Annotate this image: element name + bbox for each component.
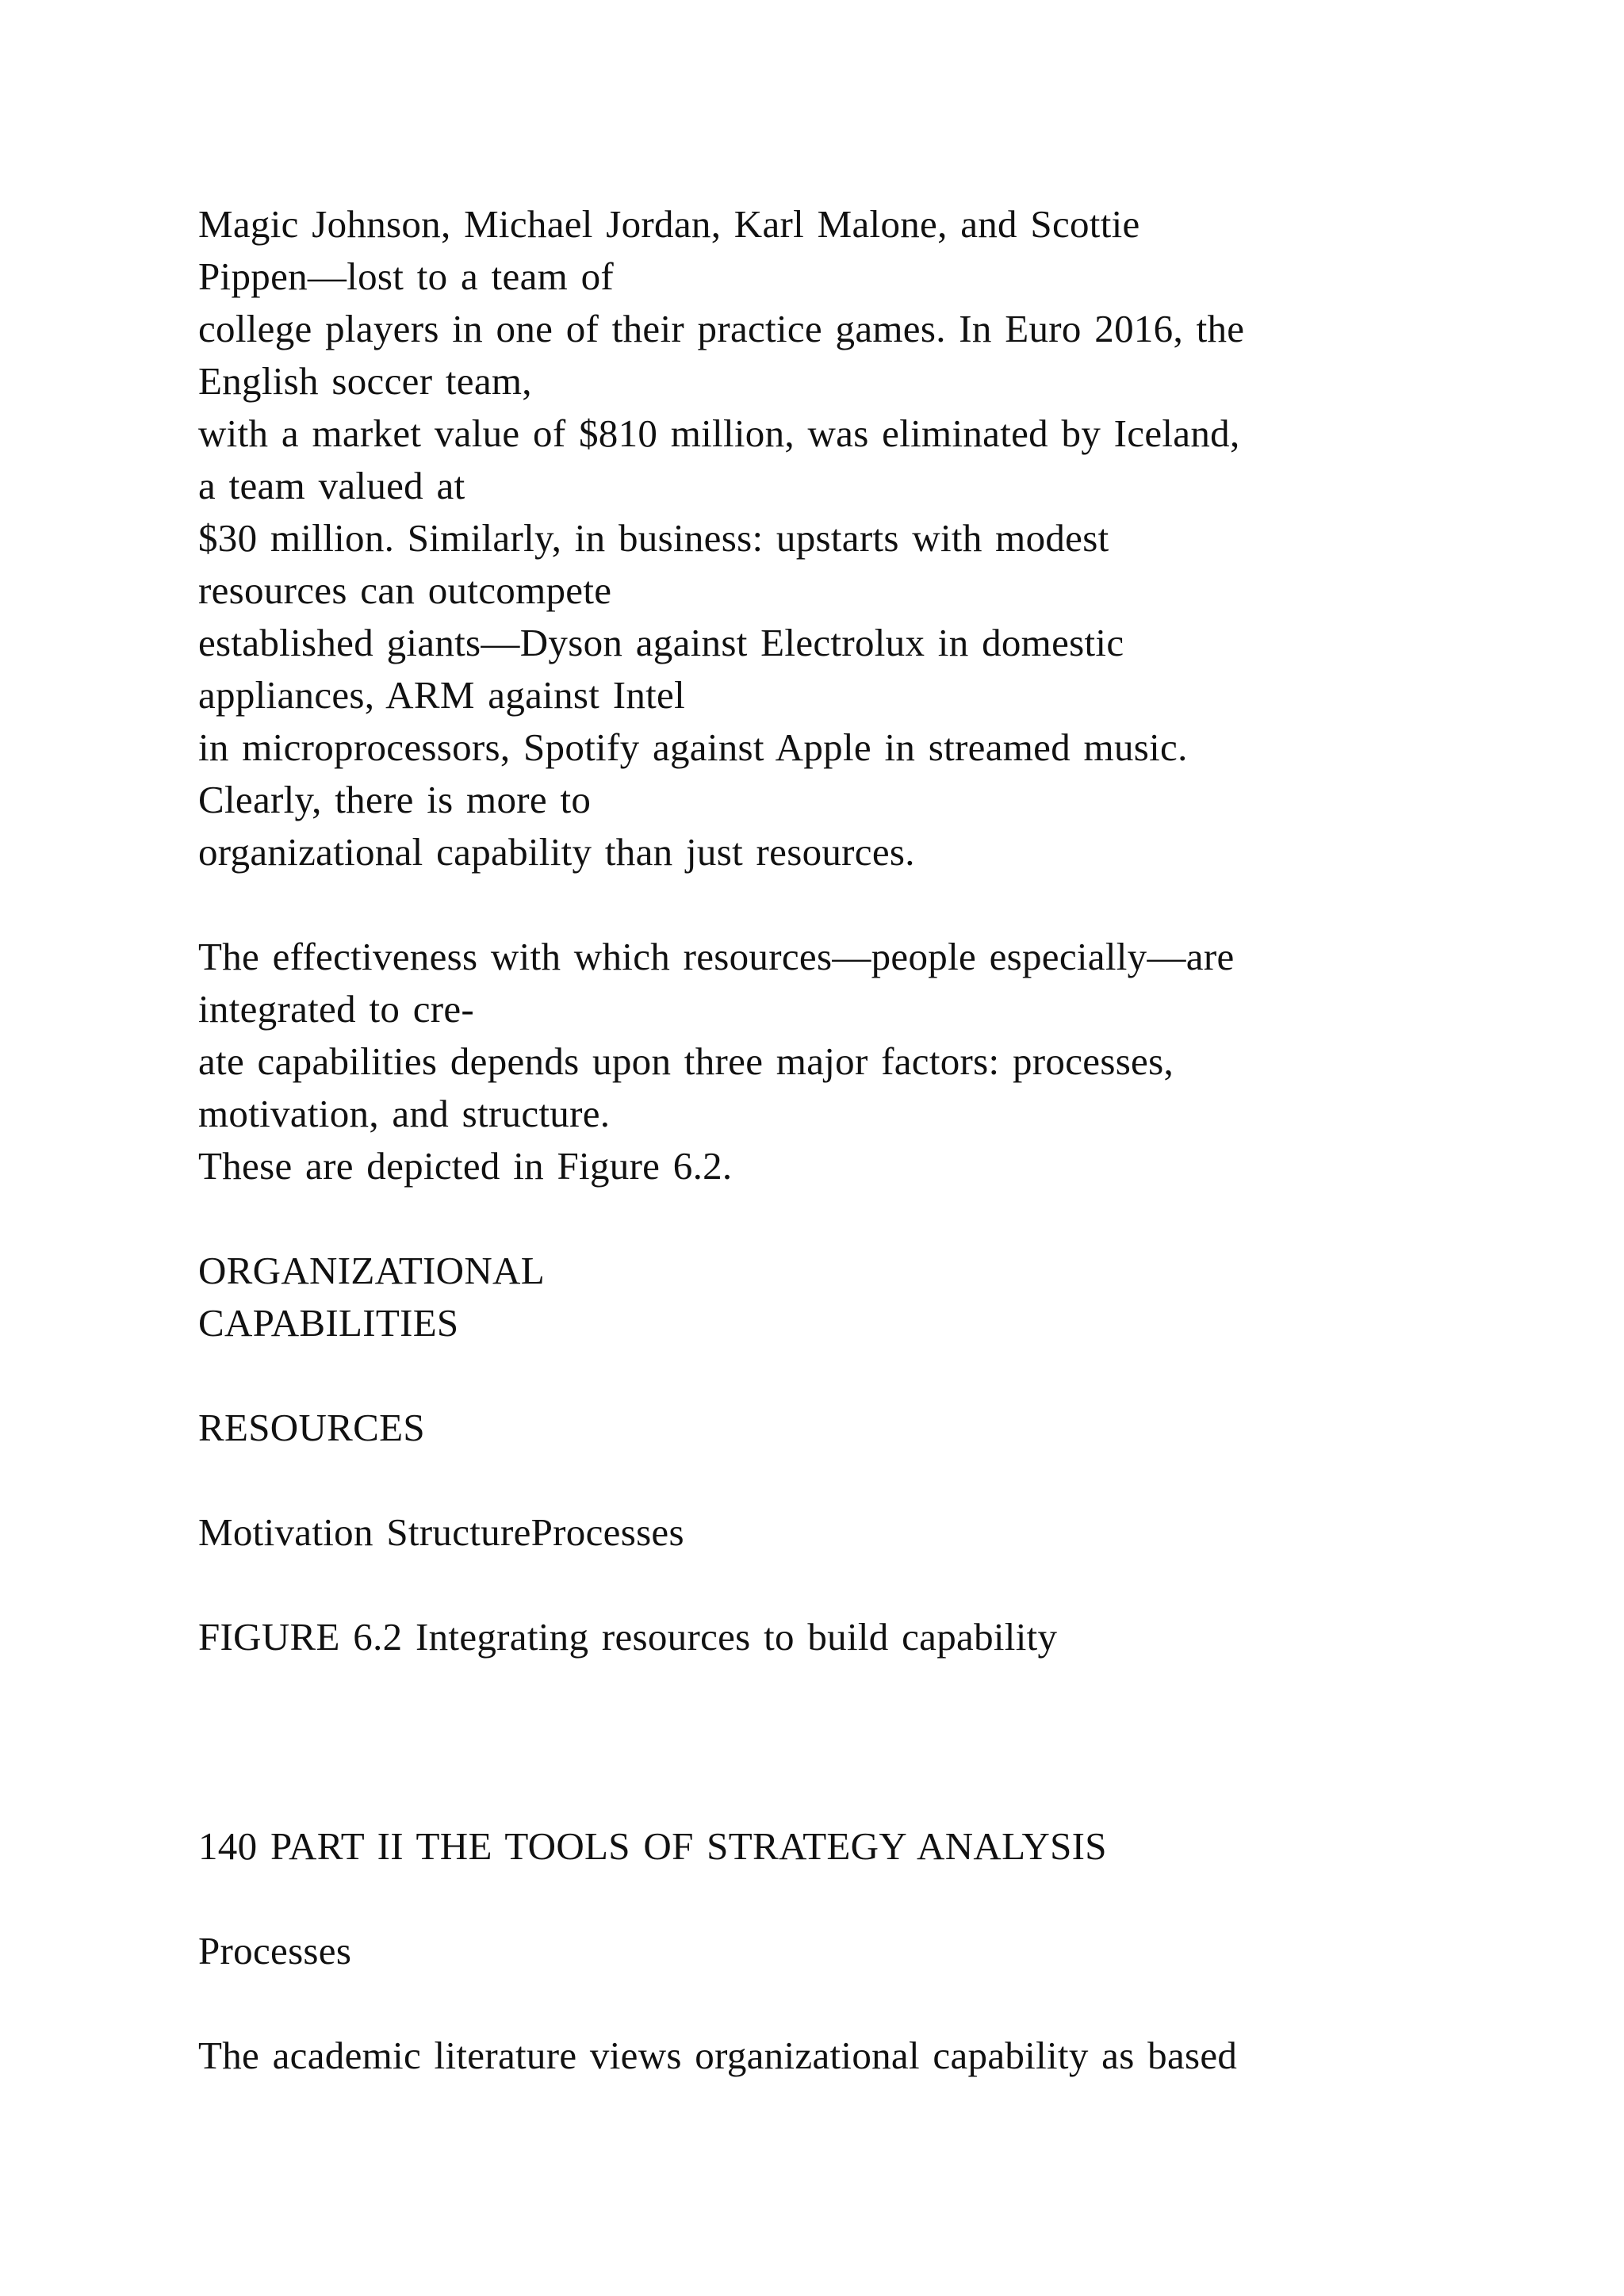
- body-text-line: a team valued at: [198, 464, 465, 507]
- body-text-line: ate capabilities depends upon three major factors: processes,: [198, 1039, 1174, 1083]
- section-heading: Processes: [198, 1929, 352, 1973]
- body-text-line: integrated to cre-: [198, 987, 475, 1031]
- body-text-line: with a market value of $810 million, was eliminated by Iceland,: [198, 411, 1240, 455]
- body-text-line: $30 million. Similarly, in business: upstarts with modest: [198, 516, 1109, 560]
- body-text-line: The academic literature views organizational capability as based: [198, 2034, 1238, 2077]
- body-text-line: Pippen—lost to a team of: [198, 254, 615, 298]
- body-text-line: English soccer team,: [198, 359, 532, 403]
- figure-label-factors: Motivation StructureProcesses: [198, 1510, 684, 1554]
- figure-label-resources: RESOURCES: [198, 1406, 425, 1449]
- figure-caption: FIGURE 6.2 Integrating resources to build capability: [198, 1615, 1058, 1659]
- body-text-line: in microprocessors, Spotify against Apple in streamed music.: [198, 725, 1188, 769]
- body-text-line: established giants—Dyson against Electrolux in domestic: [198, 621, 1124, 664]
- figure-label-capabilities: CAPABILITIES: [198, 1301, 459, 1345]
- body-text-line: Clearly, there is more to: [198, 778, 592, 821]
- body-text-line: organizational capability than just resources.: [198, 830, 915, 874]
- body-text-line: These are depicted in Figure 6.2.: [198, 1144, 733, 1188]
- figure-label-organizational: ORGANIZATIONAL: [198, 1249, 545, 1292]
- body-text-line: resources can outcompete: [198, 568, 612, 612]
- body-text-line: college players in one of their practice games. In Euro 2016, the: [198, 307, 1245, 350]
- body-text-line: The effectiveness with which resources—people especially—are: [198, 935, 1235, 978]
- body-text-line: appliances, ARM against Intel: [198, 673, 686, 717]
- body-text-line: Magic Johnson, Michael Jordan, Karl Malone, and Scottie: [198, 202, 1140, 246]
- body-text-line: motivation, and structure.: [198, 1092, 611, 1135]
- running-header: 140 PART II THE TOOLS OF STRATEGY ANALYSIS: [198, 1824, 1107, 1868]
